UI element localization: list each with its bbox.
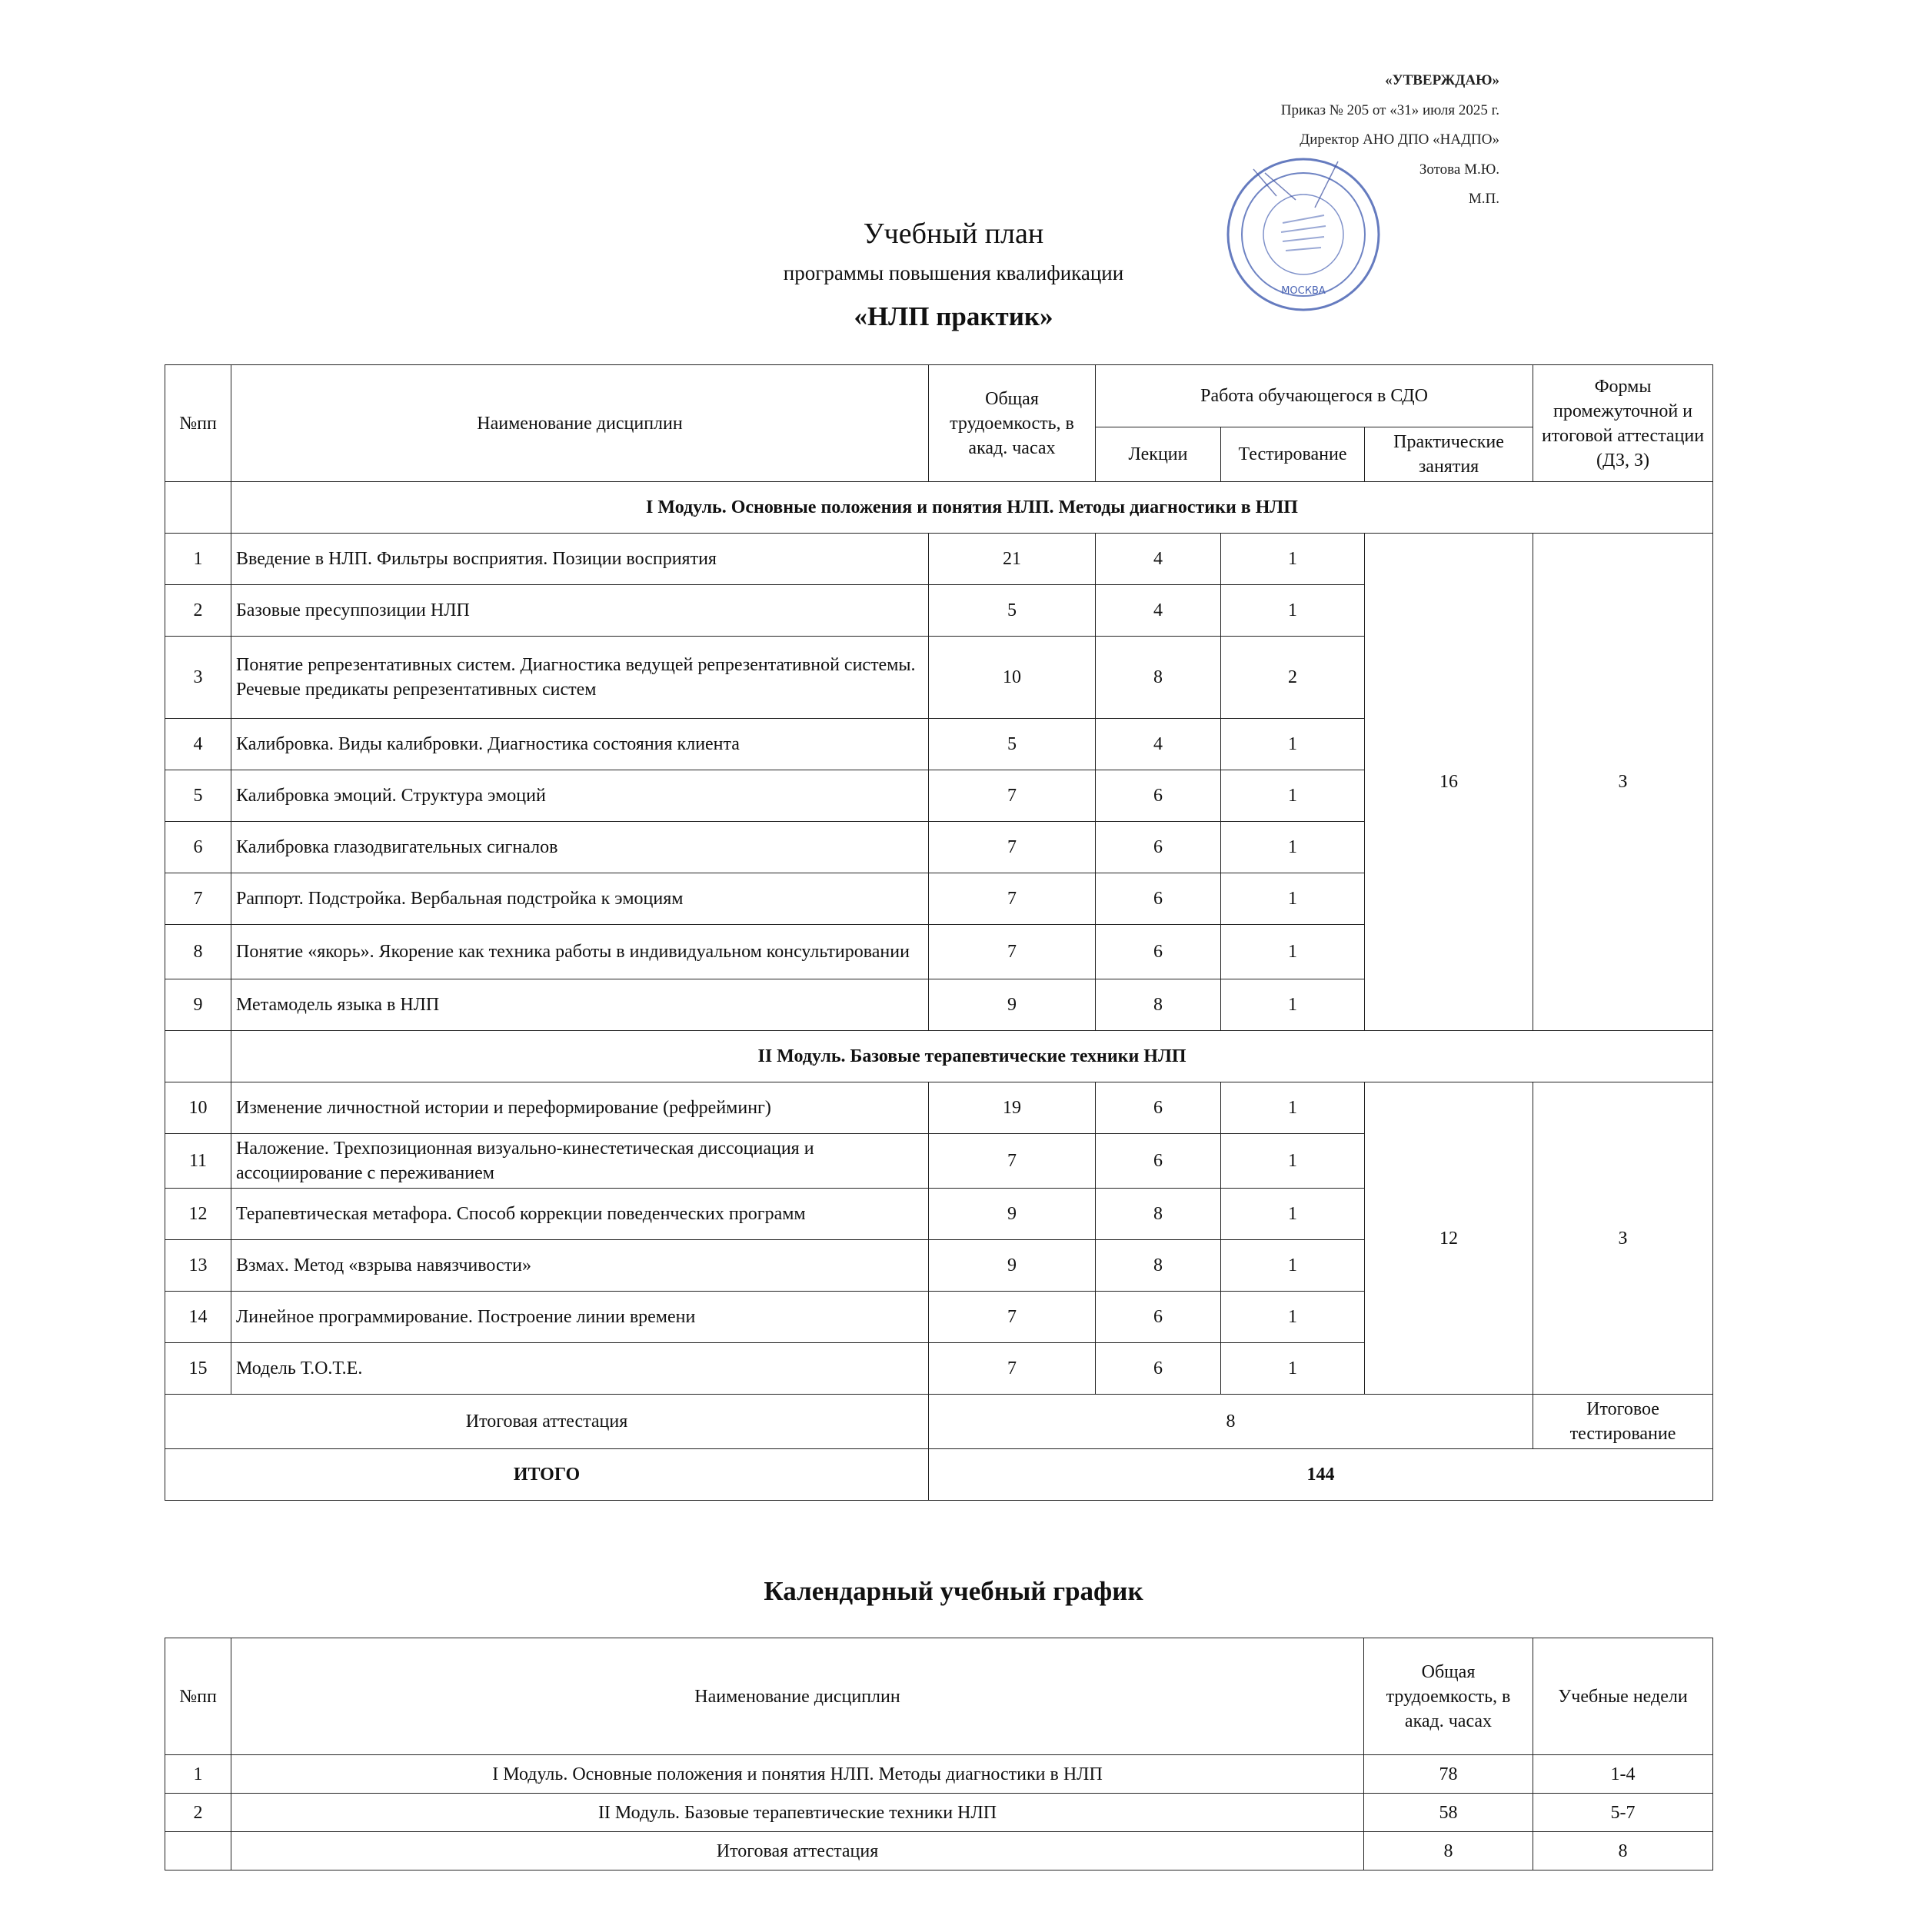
row-total: 19 [929,1082,1096,1134]
row-num: 9 [165,979,231,1031]
row-name: Понятие репрезентативных систем. Диагностика ведущей репрезентативной системы. Речевые предикаты репрезентативных систем [231,637,929,719]
approval-position: Директор АНО ДПО «НАДПО» [1300,131,1499,148]
approval-order: Приказ № 205 от «31» июля 2025 г. [1280,101,1499,118]
row-num: 4 [165,719,231,770]
row-testing: 1 [1221,1292,1365,1343]
header-forms: Формы промежуточной и итоговой аттестации (ДЗ, З) [1533,365,1713,482]
row-total: 7 [929,873,1096,925]
row-total: 7 [929,1292,1096,1343]
final-hours: 8 [929,1395,1533,1449]
cal-header-name: Наименование дисциплин [231,1638,1364,1755]
approval-name: Зотова М.Ю. [1419,161,1499,178]
row-name: Метамодель языка в НЛП [231,979,929,1031]
row-testing: 1 [1221,1134,1365,1189]
row-name: Терапевтическая метафора. Способ коррекции поведенческих программ [231,1189,929,1240]
row-total: 5 [929,719,1096,770]
row-total: 9 [929,1189,1096,1240]
row-num: 2 [165,1794,231,1832]
row-name: II Модуль. Базовые терапевтические техники НЛП [231,1794,1364,1832]
row-lectures: 8 [1096,1189,1221,1240]
row-name: Введение в НЛП. Фильтры восприятия. Позиции восприятия [231,534,929,585]
header-num: №пп [165,365,231,482]
row-total: 7 [929,1134,1096,1189]
row-testing: 1 [1221,719,1365,770]
row-total: 5 [929,585,1096,637]
row-name: Калибровка. Виды калибровки. Диагностика состояния клиента [231,719,929,770]
page-subtitle: программы повышения квалификации [783,261,1124,284]
row-name: I Модуль. Основные положения и понятия НЛП. Методы диагностики в НЛП [231,1755,1364,1794]
page-title: Учебный план [863,218,1044,250]
total-label: ИТОГО [165,1449,929,1501]
row-lectures: 8 [1096,979,1221,1031]
calendar-title: Календарный учебный график [764,1576,1143,1606]
row-lectures: 6 [1096,1082,1221,1134]
row-lectures: 6 [1096,822,1221,873]
row-num: 3 [165,637,231,719]
row-total: 10 [929,637,1096,719]
row-num: 1 [165,1755,231,1794]
row-total: 7 [929,770,1096,822]
row-name: Калибровка глазодвигательных сигналов [231,822,929,873]
row-lectures: 4 [1096,534,1221,585]
row-testing: 1 [1221,873,1365,925]
row-num: 11 [165,1134,231,1189]
row-num: 10 [165,1082,231,1134]
row-num: 8 [165,925,231,979]
row-testing: 1 [1221,979,1365,1031]
row-name: Итоговая аттестация [231,1832,1364,1870]
header-practice: Практические занятия [1365,427,1533,482]
row-testing: 1 [1221,1343,1365,1395]
row-total: 21 [929,534,1096,585]
row-num: 5 [165,770,231,822]
row-lectures: 4 [1096,585,1221,637]
row-num: 13 [165,1240,231,1292]
program-title: «НЛП практик» [854,301,1053,331]
row-lectures: 6 [1096,925,1221,979]
row-testing: 1 [1221,534,1365,585]
table-row [165,1755,1713,1794]
row-lectures: 4 [1096,719,1221,770]
row-num [165,1832,231,1870]
row-weeks: 5-7 [1533,1794,1713,1832]
module-title: I Модуль. Основные положения и понятия НЛП. Методы диагностики в НЛП [231,482,1713,534]
module-row [165,1031,1713,1082]
table-row [165,1794,1713,1832]
row-lectures: 8 [1096,637,1221,719]
row-lectures: 6 [1096,1292,1221,1343]
header-total: Общая трудоемкость, в акад. часах [929,365,1096,482]
stamp-city: МОСКВА [1281,285,1326,297]
module-title: II Модуль. Базовые терапевтические техники НЛП [231,1031,1713,1082]
row-total: 7 [929,925,1096,979]
header-name: Наименование дисциплин [231,365,929,482]
row-num: 7 [165,873,231,925]
module-practice: 16 [1365,534,1533,1031]
row-lectures: 6 [1096,1343,1221,1395]
row-total: 58 [1364,1794,1533,1832]
row-name: Модель Т.О.Т.Е. [231,1343,929,1395]
row-num: 12 [165,1189,231,1240]
header-testing: Тестирование [1221,427,1365,482]
calendar-table [165,1638,1713,1870]
row-total: 7 [929,822,1096,873]
cal-header-num: №пп [165,1638,231,1755]
header-lectures: Лекции [1096,427,1221,482]
row-total: 78 [1364,1755,1533,1794]
row-testing: 1 [1221,585,1365,637]
row-testing: 1 [1221,925,1365,979]
row-name: Изменение личностной истории и переформирование (рефрейминг) [231,1082,929,1134]
row-testing: 1 [1221,770,1365,822]
row-num: 1 [165,534,231,585]
row-testing: 1 [1221,1189,1365,1240]
module-form: З [1533,1082,1713,1395]
row-lectures: 8 [1096,1240,1221,1292]
row-name: Взмах. Метод «взрыва навязчивости» [231,1240,929,1292]
row-testing: 1 [1221,822,1365,873]
row-num: 15 [165,1343,231,1395]
cal-header-weeks: Учебные недели [1533,1638,1713,1755]
row-name: Понятие «якорь». Якорение как техника работы в индивидуальном консультировании [231,925,929,979]
row-name: Наложение. Трехпозиционная визуально-кинестетическая диссоциация и ассоциирование с переживанием [231,1134,929,1189]
final-form: Итоговое тестирование [1533,1395,1713,1449]
row-total: 9 [929,979,1096,1031]
header-work: Работа обучающегося в СДО [1096,365,1533,427]
row-lectures: 6 [1096,873,1221,925]
table-row [165,1832,1713,1870]
module-row [165,482,1713,534]
row-name: Базовые пресуппозиции НЛП [231,585,929,637]
total-hours: 144 [929,1449,1713,1501]
row-total: 7 [929,1343,1096,1395]
final-label: Итоговая аттестация [165,1395,929,1449]
final-row [165,1395,1713,1449]
row-testing: 1 [1221,1082,1365,1134]
row-weeks: 1-4 [1533,1755,1713,1794]
module-practice: 12 [1365,1082,1533,1395]
row-name: Раппорт. Подстройка. Вербальная подстройка к эмоциям [231,873,929,925]
row-total: 8 [1364,1832,1533,1870]
module-form: З [1533,534,1713,1031]
row-testing: 2 [1221,637,1365,719]
row-testing: 1 [1221,1240,1365,1292]
table-row [165,534,1713,585]
approval-heading: «УТВЕРЖДАЮ» [1385,72,1499,88]
row-name: Калибровка эмоций. Структура эмоций [231,770,929,822]
row-lectures: 6 [1096,770,1221,822]
study-plan-table [165,364,1713,1501]
row-num: 14 [165,1292,231,1343]
row-lectures: 6 [1096,1134,1221,1189]
cal-header-total: Общая трудоемкость, в акад. часах [1364,1638,1533,1755]
total-row [165,1449,1713,1501]
row-total: 9 [929,1240,1096,1292]
row-num: 6 [165,822,231,873]
row-num: 2 [165,585,231,637]
approval-seal-label: М.П. [1468,191,1499,207]
table-row [165,1082,1713,1134]
row-name: Линейное программирование. Построение линии времени [231,1292,929,1343]
row-weeks: 8 [1533,1832,1713,1870]
